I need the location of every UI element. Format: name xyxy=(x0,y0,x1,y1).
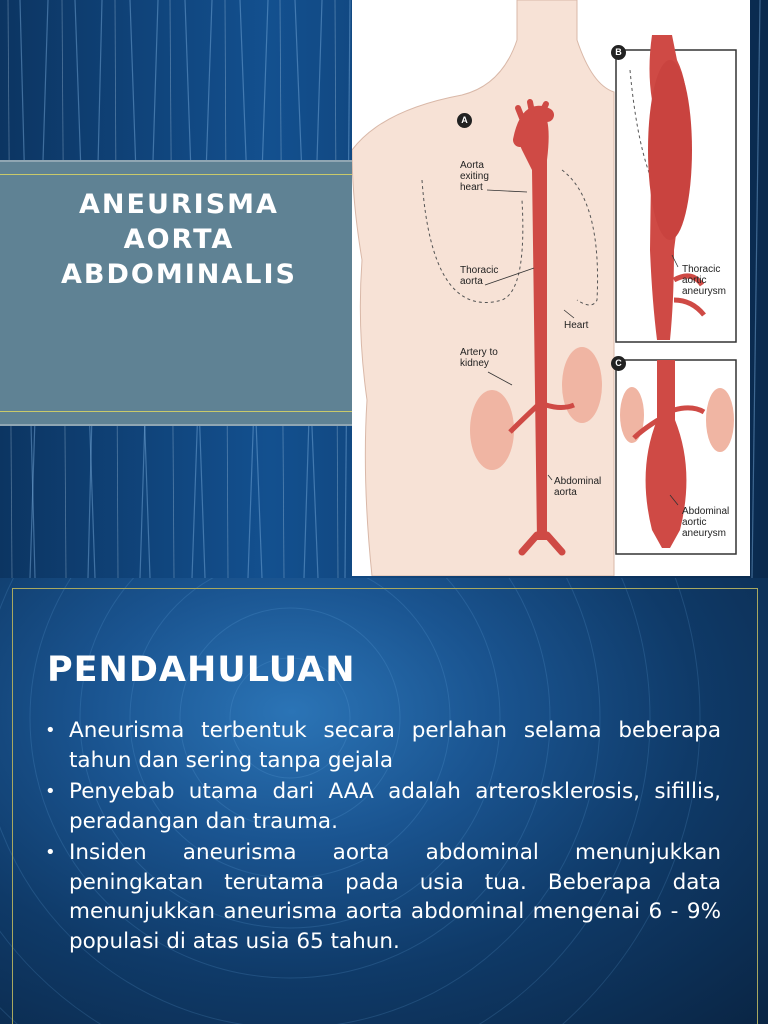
title-line-3: ABDOMINALIS xyxy=(61,259,297,290)
content-slide xyxy=(0,578,768,1024)
bullet-text: Aneurisma terbentuk secara perlahan selama beberapa tahun dan sering tanpa gejala xyxy=(69,718,721,773)
bullet-item xyxy=(45,716,721,775)
label-abdominal-aortic-aneurysm: Abdominal aortic aneurysm xyxy=(682,506,730,539)
label-heart: Heart xyxy=(564,320,589,331)
bullet-item xyxy=(45,838,721,956)
bullet-list xyxy=(45,716,721,958)
title-line-2: AORTA xyxy=(123,224,235,255)
title-line-1: ANEURISMA xyxy=(79,189,279,220)
panel-c-marker: C xyxy=(611,356,626,371)
label-thoracic-aorta: Thoracic aorta xyxy=(460,265,499,287)
section-heading: PENDAHULUAN xyxy=(47,650,356,690)
bullet-text: Insiden aneurisma aorta abdominal menunjukkan peningkatan terutama pada usia tua. Beberapa data menunjukkan aneurisma aorta abdominal mengenai 6 - 9% populasi di atas usia 65 tahun. xyxy=(69,840,721,954)
bullet-item xyxy=(45,777,721,836)
bullet-text: Penyebab utama dari AAA adalah arterosklerosis, sifillis, peradangan dan trauma. xyxy=(69,779,721,834)
bullet-marker: • xyxy=(45,720,56,741)
title-rule-top xyxy=(0,174,353,175)
aorta-illustration xyxy=(352,0,750,576)
panel-b-marker: B xyxy=(611,45,626,60)
slide-title xyxy=(20,187,338,292)
label-aorta-exiting-heart: Aorta exiting heart xyxy=(460,160,489,193)
panel-a-marker: A xyxy=(457,113,472,128)
label-thoracic-aortic-aneurysm: Thoracic aortic aneurysm xyxy=(682,264,726,297)
label-abdominal-aorta: Abdominal aorta xyxy=(554,476,602,498)
label-artery-to-kidney: Artery to kidney xyxy=(460,347,498,369)
bullet-marker: • xyxy=(45,781,56,802)
title-rule-bottom xyxy=(0,411,353,412)
bullet-marker: • xyxy=(45,842,56,863)
